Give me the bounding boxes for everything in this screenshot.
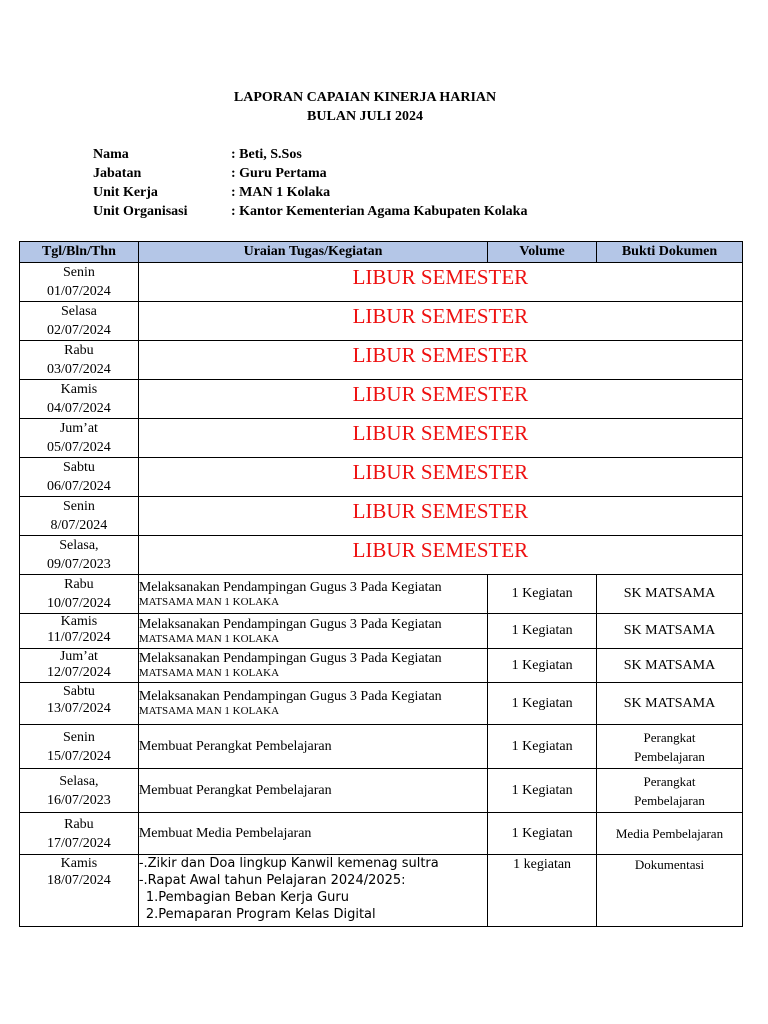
task-cell: [138, 683, 487, 725]
day-name: Kamis: [60, 856, 98, 871]
task-line: 2.Pemaparan Program Kelas Digital: [145, 907, 376, 922]
task-cell: Membuat Perangkat Pembelajaran: [138, 725, 487, 769]
task-cell: Membuat Perangkat Pembelajaran: [138, 769, 487, 813]
libur-cell: LIBUR SEMESTER: [138, 302, 742, 341]
info-value: : Beti, S.Sos: [231, 147, 302, 162]
task-text: Melaksanakan Pendampingan Gugus 3 Pada Kegiatan: [138, 616, 442, 632]
date-cell: [20, 458, 139, 497]
date-cell: [20, 536, 139, 575]
task-text: Melaksanakan Pendampingan Gugus 3 Pada Kegiatan: [138, 651, 442, 666]
date-value: 11/07/2024: [47, 630, 111, 645]
table-row: [20, 769, 743, 813]
table-row: [20, 614, 743, 649]
day-name: Rabu: [64, 577, 94, 592]
task-subtext: MATSAMA MAN 1 KOLAKA: [138, 632, 280, 645]
evidence-line: Perangkat: [643, 729, 696, 745]
evidence-cell: [596, 769, 742, 813]
date-cell: [20, 855, 139, 927]
date-value: 02/07/2024: [47, 323, 111, 338]
employee-info: [93, 145, 527, 221]
evidence-cell: SK MATSAMA: [596, 614, 742, 649]
day-name: Selasa,: [59, 538, 99, 553]
table-row: [20, 813, 743, 855]
volume-cell: 1 Kegiatan: [488, 813, 597, 855]
table-row: [20, 649, 743, 683]
info-label: Nama: [93, 147, 129, 162]
evidence-cell: SK MATSAMA: [596, 649, 742, 683]
date-value: 04/07/2024: [47, 401, 111, 416]
evidence-cell: [596, 725, 742, 769]
date-value: 09/07/2023: [47, 557, 111, 572]
date-value: 17/07/2024: [47, 835, 111, 851]
volume-cell: 1 kegiatan: [488, 855, 597, 927]
task-subtext: MATSAMA MAN 1 KOLAKA: [138, 705, 280, 717]
date-cell: [20, 769, 139, 813]
date-cell: [20, 341, 139, 380]
libur-cell: LIBUR SEMESTER: [138, 263, 742, 302]
table-row: [20, 458, 743, 497]
day-name: Senin: [62, 499, 95, 514]
evidence-line: Media Pembelajaran: [615, 826, 724, 841]
day-name: Sabtu: [62, 460, 95, 475]
date-value: 10/07/2024: [47, 596, 111, 611]
task-cell: [138, 649, 487, 683]
volume-cell: 1 Kegiatan: [488, 575, 597, 614]
info-label: Unit Organisasi: [93, 204, 188, 219]
table-row: [20, 683, 743, 725]
date-cell: [20, 649, 139, 683]
date-value: 18/07/2024: [47, 873, 111, 888]
date-value: 01/07/2024: [47, 284, 111, 299]
libur-cell: LIBUR SEMESTER: [138, 536, 742, 575]
task-line: -.Zikir dan Doa lingkup Kanwil kemenag sultra: [138, 856, 439, 871]
task-cell: [138, 614, 487, 649]
date-value: 05/07/2024: [47, 440, 111, 455]
volume-cell: 1 Kegiatan: [488, 725, 597, 769]
evidence-line: Pembelajaran: [634, 792, 705, 808]
day-name: Senin: [62, 729, 95, 745]
day-name: Rabu: [64, 816, 94, 832]
table-row: [20, 497, 743, 536]
table-header-row: [20, 242, 743, 263]
task-line: -.Rapat Awal tahun Pelajaran 2024/2025:: [138, 873, 406, 888]
task-cell: [138, 855, 487, 927]
info-value: : MAN 1 Kolaka: [231, 185, 331, 200]
col-header-volume: Volume: [488, 242, 597, 263]
info-value: : Kantor Kementerian Agama Kabupaten Kolaka: [231, 204, 528, 219]
day-name: Kamis: [60, 614, 98, 629]
libur-cell: LIBUR SEMESTER: [138, 497, 742, 536]
table-row: [20, 263, 743, 302]
info-row-nama: [93, 145, 527, 164]
day-name: Jum’at: [59, 649, 98, 664]
table-row: [20, 536, 743, 575]
volume-cell: 1 Kegiatan: [488, 614, 597, 649]
date-cell: [20, 725, 139, 769]
date-value: 13/07/2024: [47, 701, 111, 716]
info-row-jabatan: [93, 164, 527, 183]
volume-cell: 1 Kegiatan: [488, 683, 597, 725]
table-row: [20, 341, 743, 380]
task-line: 1.Pembagian Beban Kerja Guru: [145, 890, 350, 905]
date-cell: [20, 497, 139, 536]
date-cell: [20, 614, 139, 649]
date-cell: [20, 302, 139, 341]
day-name: Kamis: [60, 382, 98, 397]
activity-table: [19, 241, 743, 927]
info-row-unit-organisasi: [93, 202, 527, 221]
info-label: Unit Kerja: [93, 185, 158, 200]
task-text: Melaksanakan Pendampingan Gugus 3 Pada Kegiatan: [138, 689, 442, 704]
col-header-evidence: Bukti Dokumen: [596, 242, 742, 263]
table-row: [20, 855, 743, 927]
date-value: 8/07/2024: [50, 518, 108, 533]
evidence-cell: SK MATSAMA: [596, 575, 742, 614]
table-row: [20, 380, 743, 419]
date-cell: [20, 575, 139, 614]
evidence-cell: Dokumentasi: [596, 855, 742, 927]
task-subtext: MATSAMA MAN 1 KOLAKA: [138, 667, 280, 679]
table-row: [20, 725, 743, 769]
date-cell: [20, 813, 139, 855]
table-row: [20, 419, 743, 458]
day-name: Selasa: [61, 304, 97, 319]
volume-cell: 1 Kegiatan: [488, 649, 597, 683]
task-subtext: MATSAMA MAN 1 KOLAKA: [138, 595, 280, 608]
libur-cell: LIBUR SEMESTER: [138, 419, 742, 458]
date-cell: [20, 683, 139, 725]
date-value: 03/07/2024: [47, 362, 111, 377]
info-row-unit-kerja: [93, 183, 527, 202]
evidence-line: Pembelajaran: [634, 748, 705, 764]
evidence-line: Perangkat: [643, 773, 696, 789]
report-title-line2: BULAN JULI 2024: [307, 109, 423, 124]
evidence-cell: SK MATSAMA: [596, 683, 742, 725]
date-value: 15/07/2024: [47, 748, 111, 764]
libur-cell: LIBUR SEMESTER: [138, 380, 742, 419]
day-name: Jum’at: [59, 421, 98, 436]
date-value: 16/07/2023: [47, 792, 111, 808]
task-cell: Membuat Media Pembelajaran: [138, 813, 487, 855]
date-cell: [20, 263, 139, 302]
report-title-line1: LAPORAN CAPAIAN KINERJA HARIAN: [233, 90, 497, 105]
info-label: Jabatan: [93, 166, 142, 181]
evidence-cell: [596, 813, 742, 855]
libur-cell: LIBUR SEMESTER: [138, 458, 742, 497]
date-cell: [20, 419, 139, 458]
day-name: Senin: [62, 265, 95, 280]
date-value: 06/07/2024: [47, 479, 111, 494]
col-header-task: Uraian Tugas/Kegiatan: [138, 242, 487, 263]
date-value: 12/07/2024: [47, 665, 111, 680]
task-cell: [138, 575, 487, 614]
info-value: : Guru Pertama: [231, 166, 327, 181]
col-header-date: Tgl/Bln/Thn: [20, 242, 139, 263]
volume-cell: 1 Kegiatan: [488, 769, 597, 813]
day-name: Selasa,: [59, 773, 99, 789]
libur-cell: LIBUR SEMESTER: [138, 341, 742, 380]
day-name: Sabtu: [62, 684, 95, 699]
report-title: [0, 88, 768, 126]
table-row: [20, 302, 743, 341]
task-text: Melaksanakan Pendampingan Gugus 3 Pada Kegiatan: [138, 579, 442, 595]
day-name: Rabu: [64, 343, 94, 358]
date-cell: [20, 380, 139, 419]
table-row: [20, 575, 743, 614]
